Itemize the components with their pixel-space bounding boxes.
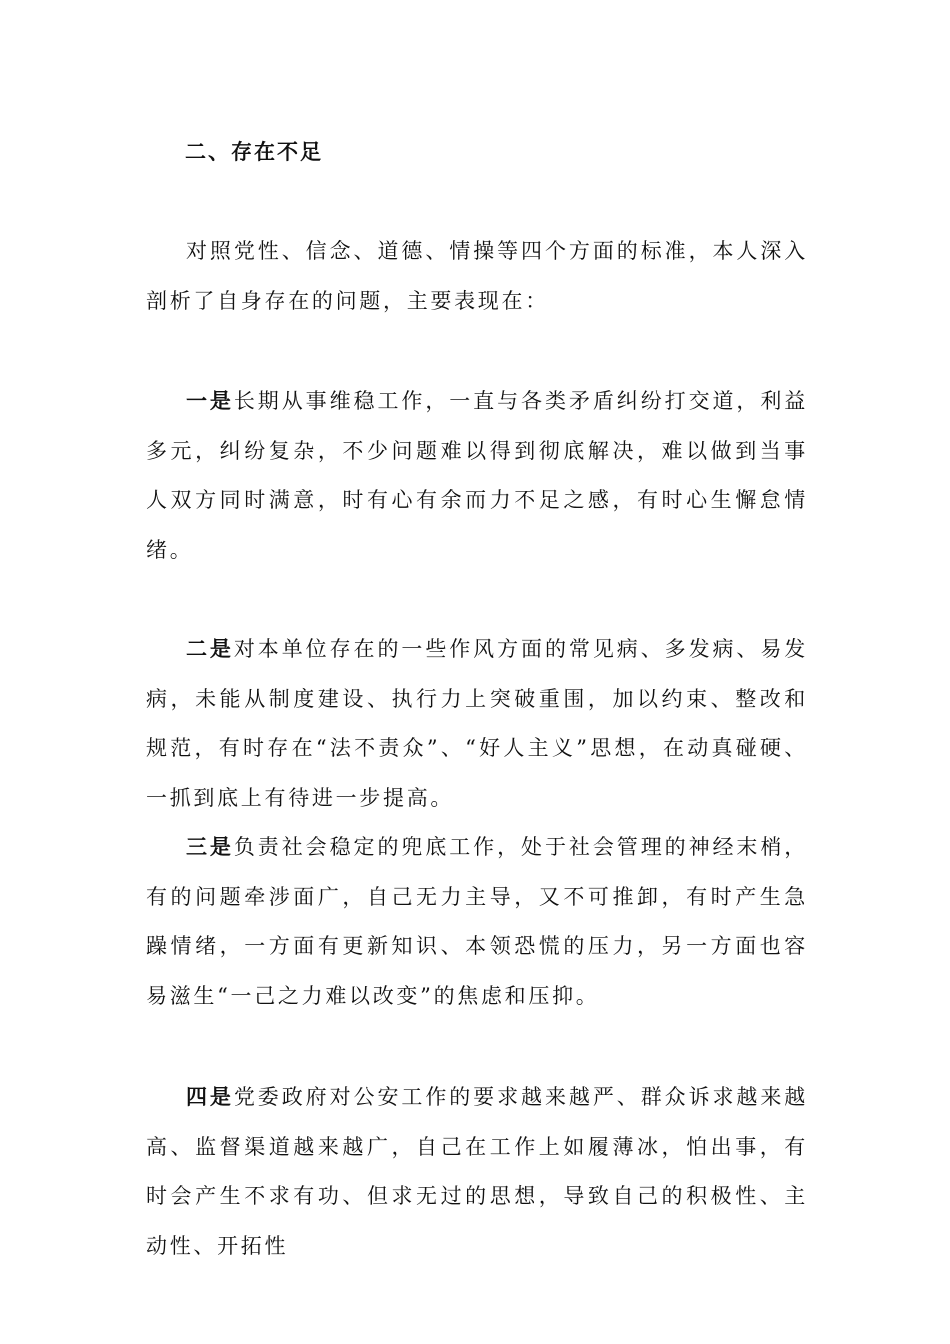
- item-lead-2: 二是: [186, 636, 234, 661]
- item-lead-3: 三是: [186, 834, 234, 859]
- item-paragraph-1: [146, 376, 808, 575]
- item-text-2: 对本单位存在的一些作风方面的常见病、多发病、易发病，未能从制度建设、执行力上突破重围，加以约束、整改和规范，有时存在“法不责众”、“好人主义”思想，在动真碰硬、一抓到底上有待进一步提高。: [146, 637, 808, 810]
- item-lead-4: 四是: [186, 1084, 234, 1109]
- item-text-3: 负责社会稳定的兜底工作，处于社会管理的神经末梢，有的问题牵涉面广，自己无力主导，又不可推卸，有时产生急躁情绪，一方面有更新知识、本领恐慌的压力，另一方面也容易滋生“一己之力难以改变”的焦虑和压抑。: [146, 835, 808, 1008]
- item-paragraph-4: [146, 1072, 808, 1271]
- item-text-1: 长期从事维稳工作，一直与各类矛盾纠纷打交道，利益多元，纠纷复杂，不少问题难以得到彻底解决，难以做到当事人双方同时满意，时有心有余而力不足之感，有时心生懈怠情绪。: [146, 389, 808, 562]
- item-paragraph-3: [146, 822, 808, 1021]
- item-text-4: 党委政府对公安工作的要求越来越严、群众诉求越来越高、监督渠道越来越广，自己在工作上如履薄冰，怕出事，有时会产生不求有功、但求无过的思想，导致自己的积极性、主动性、开拓性: [146, 1085, 808, 1258]
- item-paragraph-2: [146, 624, 808, 823]
- section-heading: 二、存在不足: [185, 139, 323, 164]
- intro-paragraph: 对照党性、信念、道德、情操等四个方面的标准，本人深入剖析了自身存在的问题，主要表现在：: [146, 239, 808, 313]
- item-lead-1: 一是: [186, 388, 234, 413]
